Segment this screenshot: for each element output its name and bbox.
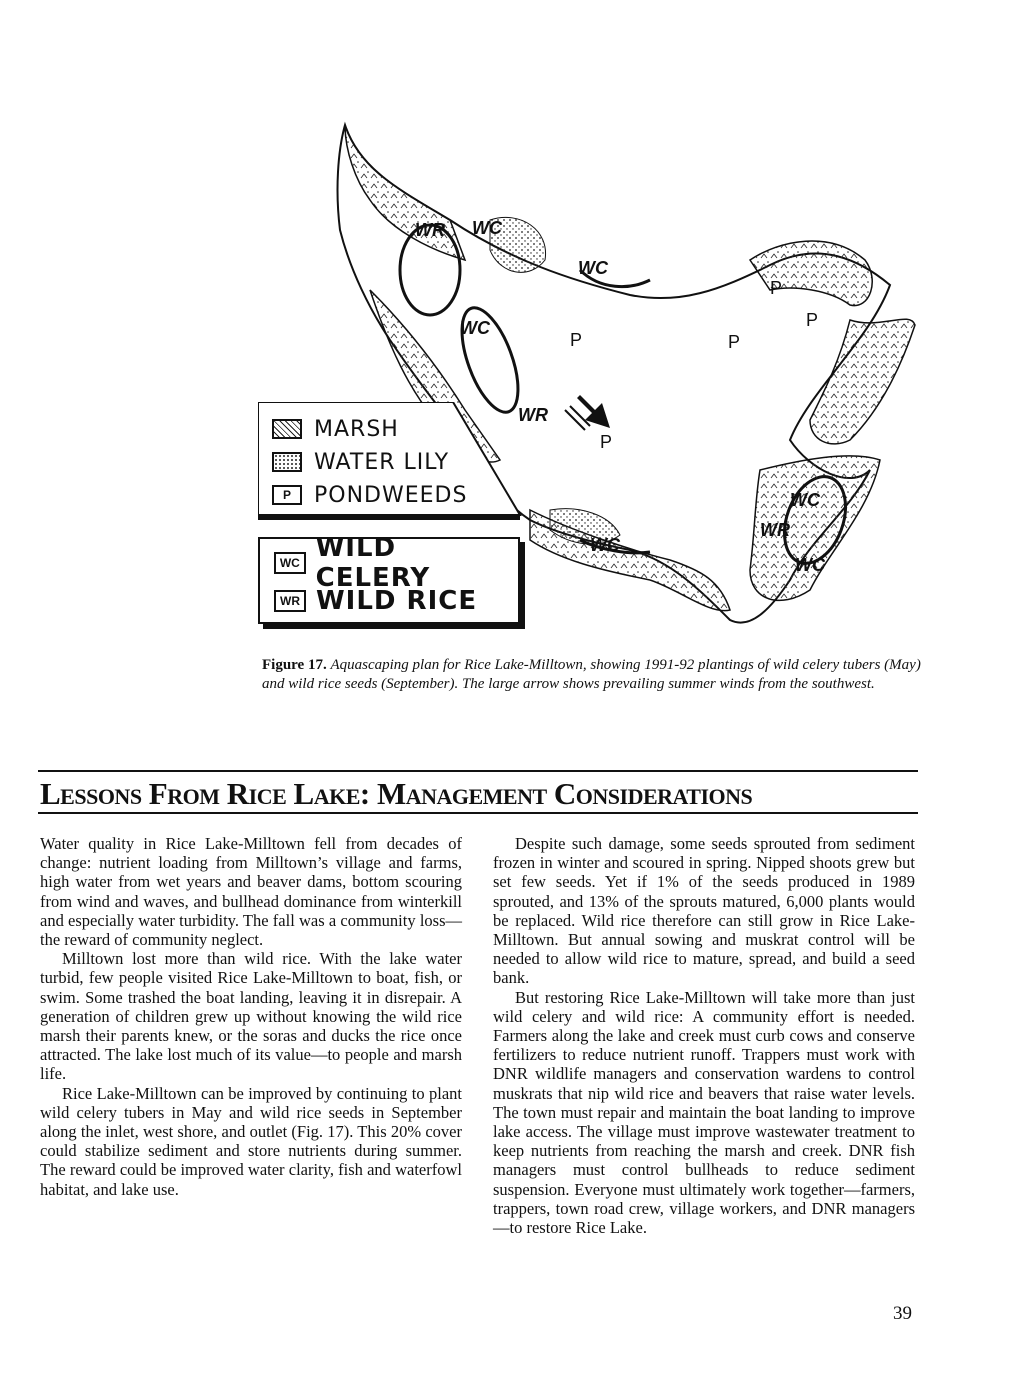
legend-label: PONDWEEDS xyxy=(314,482,468,508)
paragraph: Milltown lost more than wild rice. With the lake water turbid, few people visited Rice Lake-Milltown to boat, fish, or swim. Some trashed the boat landing, leaving it in disrepair. A generation of children grew up without knowing the wild rice marsh their parents knew, or the soras and ducks the rice once attracted. The lake lost much of its value—to people and marsh life. xyxy=(40,949,462,1084)
legend-item-wild-celery xyxy=(274,533,518,593)
marsh-north xyxy=(345,125,465,260)
figure-caption xyxy=(262,656,922,694)
paragraph: But restoring Rice Lake-Milltown will take more than just wild celery and wild rice: A community effort is needed. Farmers along the lake and creek must curb cows and conserve fertilizers to reduce nutrient runoff. Trappers must work with DNR wildlife managers and conservation wardens to control muskrats that nip wild rice and beavers that raise water levels. The town must repair and maintain the boat landing to improve lake access. The village must improve wastewater treatment to keep nutrients from reaching the marsh and creek. DNR fish managers must control bullheads to reduce sediment suspension. Everyone must ultimately work together—farmers, trappers, town road crew, village workers, and DNR managers—to restore Rice Lake. xyxy=(493,987,915,1238)
legend-item-wild-rice xyxy=(274,583,477,619)
body-column-left xyxy=(40,834,462,1199)
paragraph: Rice Lake-Milltown can be improved by continuing to plant wild celery tubers in May and wild rice seeds in September along the inlet, west shore, and outlet (Fig. 17). This 20% cover could stabilize sediment and store nutrients during summer. The reward could be improved water clarity, fish and waterfowl habitat, and lake use. xyxy=(40,1083,462,1199)
pondweeds-swatch-icon: P xyxy=(272,485,302,505)
water-lily-swatch-icon xyxy=(272,452,302,472)
legend-item-water-lily xyxy=(272,447,449,477)
legend-label: WILD CELERY xyxy=(315,533,431,593)
marsh-swatch-icon xyxy=(272,419,302,439)
page-number: 39 xyxy=(893,1303,912,1324)
legend-item-marsh xyxy=(272,414,399,444)
map-label-wc: WC xyxy=(578,258,608,278)
marsh-northeast xyxy=(750,241,872,305)
legend-label: WATER LILY xyxy=(314,449,450,475)
legend-plantings xyxy=(258,533,520,624)
figure-caption-text: Aquascaping plan for Rice Lake-Milltown, showing 1991-92 plantings of wild celery tubers (May) and wild rice seeds (September). The large arrow shows prevailing summer winds from the southwest. xyxy=(262,657,921,692)
map-label-p: P xyxy=(806,310,819,330)
section-title: Lessons From Rice Lake: Management Considerations xyxy=(40,776,753,811)
map-label-p: P xyxy=(600,432,613,452)
map-label-wc: WC xyxy=(590,535,620,555)
map-label-p: P xyxy=(770,278,783,298)
legend-label: MARSH xyxy=(314,416,399,442)
heading-rule-top xyxy=(38,770,918,772)
map-label-wc: WC xyxy=(460,318,490,338)
paragraph: Water quality in Rice Lake-Milltown fell from decades of change: nutrient loading from Milltown’s village and farms, high water from wet years and beaver dams, bottom scouring from wind and waves, and bullhead dominance from winterkill and especially water turbidity. The fall was a community loss—the reward of community neglect. xyxy=(40,834,462,950)
body-column-right xyxy=(493,834,915,1237)
legend-item-pondweeds xyxy=(272,480,467,510)
map-label-wr: WR xyxy=(760,520,790,540)
figure-label: Figure 17. xyxy=(262,657,327,673)
wild-celery-swatch-icon: WC xyxy=(274,552,306,574)
paragraph: Despite such damage, some seeds sprouted from sediment frozen in winter and scoured in spring. Nipped shoots grew but set few seeds. Yet if 1% of the seeds produced in 1989 sprouted, and 13% of the sprouts matured, 6,000 plants would be replaced. Wild rice therefore can still grow in Rice Lake-Milltown. But annual sowing and muskrat control will be needed to allow wild rice to mature, spread, and build a seed bank. xyxy=(493,834,915,988)
map-label-wc: WC xyxy=(795,555,825,575)
map-label-p: P xyxy=(728,332,741,352)
wind-arrow-icon xyxy=(565,395,610,430)
map-label-wr: WR xyxy=(415,220,445,240)
heading-rule-bottom xyxy=(38,812,918,814)
legend-label: WILD RICE xyxy=(316,586,478,616)
map-label-p: P xyxy=(570,330,583,350)
map-label-wc: WC xyxy=(472,218,502,238)
wild-rice-swatch-icon: WR xyxy=(274,590,306,612)
legend-vegetation xyxy=(258,402,523,517)
map-label-wr: WR xyxy=(518,405,548,425)
map-label-wc: WC xyxy=(790,490,820,510)
